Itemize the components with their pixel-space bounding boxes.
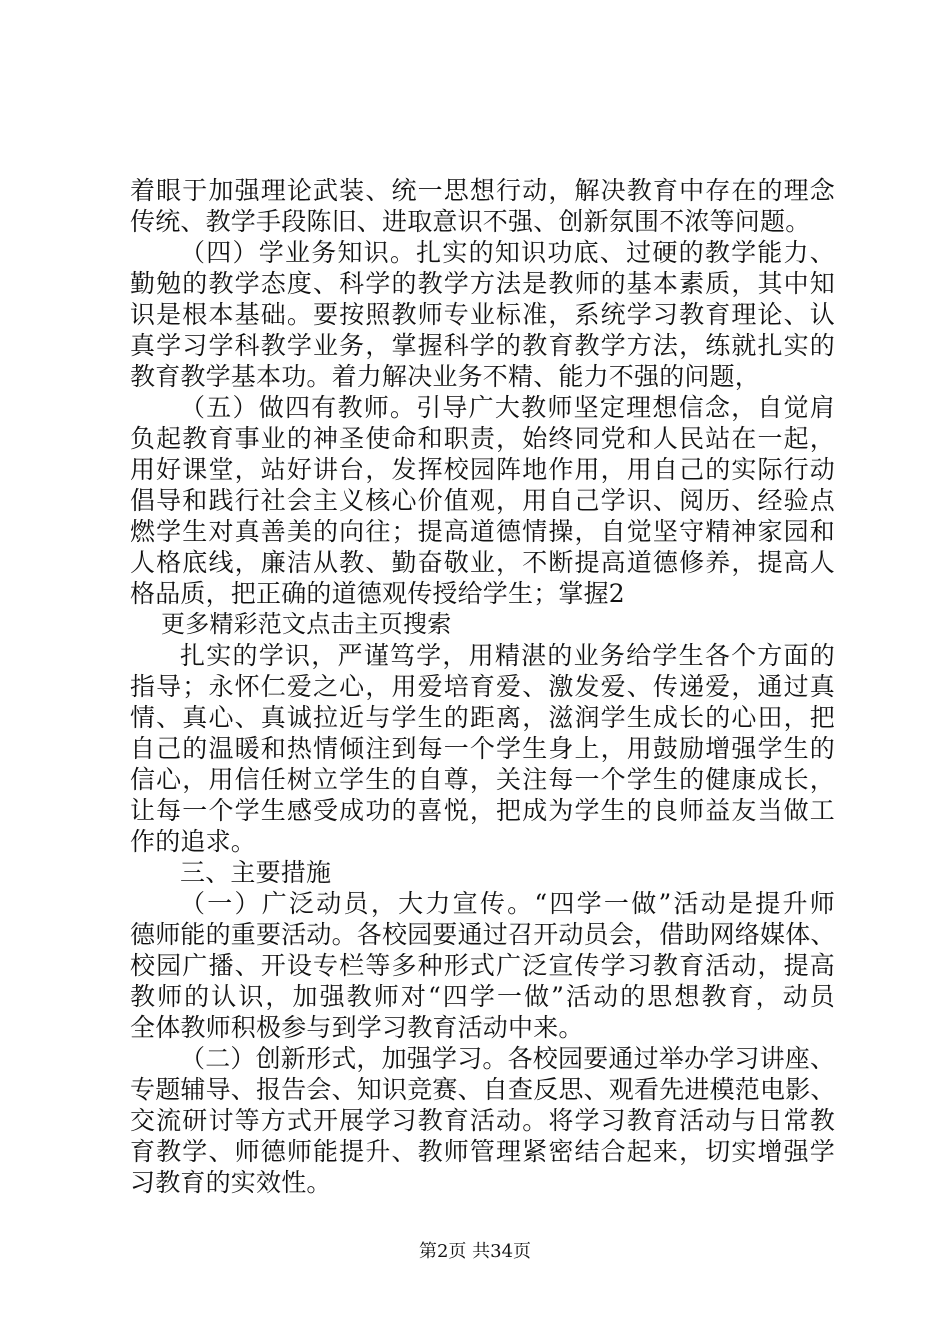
text-line: 燃学生对真善美的向往；提高道德情操，自觉坚守精神家园和: [130, 517, 835, 546]
text-line: （二）创新形式，加强学习。各校园要通过举办学习讲座、: [180, 1044, 836, 1073]
text-line: （五）做四有教师。引导广大教师坚定理想信念，自觉肩: [180, 393, 835, 422]
text-line: 真学习学科教学业务，掌握科学的教育教学方法，练就扎实的: [130, 331, 835, 360]
document-body: [130, 175, 835, 1198]
page-number-footer: 第2页 共34页: [418, 1241, 532, 1262]
text-line: 信心，用信任树立学生的自尊，关注每一个学生的健康成长，: [130, 765, 835, 794]
text-line: 德师能的重要活动。各校园要通过召开动员会，借助网络媒体、: [130, 920, 836, 949]
text-line: 扎实的学识，严谨笃学，用精湛的业务给学生各个方面的: [180, 641, 835, 670]
text-line: （一）广泛动员，大力宣传。“四学一做”活动是提升师: [180, 889, 835, 918]
text-line: 识是根本基础。要按照教师专业标准，系统学习教育理论、认: [130, 300, 835, 329]
text-line: 用好课堂，站好讲台，发挥校园阵地作用，用自己的实际行动: [130, 455, 835, 484]
text-line: 着眼于加强理论武装、统一思想行动，解决教育中存在的理念: [130, 176, 835, 205]
text-line: 指导；永怀仁爱之心，用爱培育爱、激发爱、传递爱，通过真: [130, 672, 835, 701]
text-line: 勤勉的教学态度、科学的教学方法是教师的基本素质，其中知: [130, 269, 835, 298]
text-line: 校园广播、开设专栏等多种形式广泛宣传学习教育活动，提高: [130, 951, 835, 980]
text-line: 情、真心、真诚拉近与学生的距离，滋润学生成长的心田，把: [130, 703, 835, 732]
text-line: 教师的认识，加强教师对“四学一做”活动的思想教育，动员: [130, 982, 835, 1011]
text-line: 三、主要措施: [180, 858, 332, 887]
text-line: 自己的温暖和热情倾注到每一个学生身上，用鼓励增强学生的: [130, 734, 835, 763]
text-line: 更多精彩范文点击主页搜索: [161, 610, 452, 638]
text-line: 传统、教学手段陈旧、进取意识不强、创新氛围不浓等问题。: [130, 207, 811, 236]
text-line: 育教学、师德师能提升、教师管理紧密结合起来，切实增强学: [130, 1137, 835, 1166]
text-line: 交流研讨等方式开展学习教育活动。将学习教育活动与日常教: [130, 1106, 835, 1135]
text-line: 负起教育事业的神圣使命和职责，始终同党和人民站在一起，: [130, 424, 835, 453]
text-line: 人格底线，廉洁从教、勤奋敬业，不断提高道德修养，提高人: [130, 548, 835, 577]
text-line: 全体教师积极参与到学习教育活动中来。: [130, 1013, 584, 1042]
text-line: 作的追求。: [130, 827, 257, 856]
text-line: 倡导和践行社会主义核心价值观，用自己学识、阅历、经验点: [130, 486, 835, 515]
text-line: 格品质，把正确的道德观传授给学生；掌握2: [130, 579, 625, 608]
text-line: 习教育的实效性。: [130, 1168, 332, 1197]
text-line: 让每一个学生感受成功的喜悦，把成为学生的良师益友当做工: [130, 796, 835, 825]
text-line: （四）学业务知识。扎实的知识功底、过硬的教学能力、: [180, 238, 835, 267]
text-line: 专题辅导、报告会、知识竞赛、自查反思、观看先进模范电影、: [130, 1075, 836, 1104]
text-line: 教育教学基本功。着力解决业务不精、能力不强的问题，: [130, 362, 761, 391]
